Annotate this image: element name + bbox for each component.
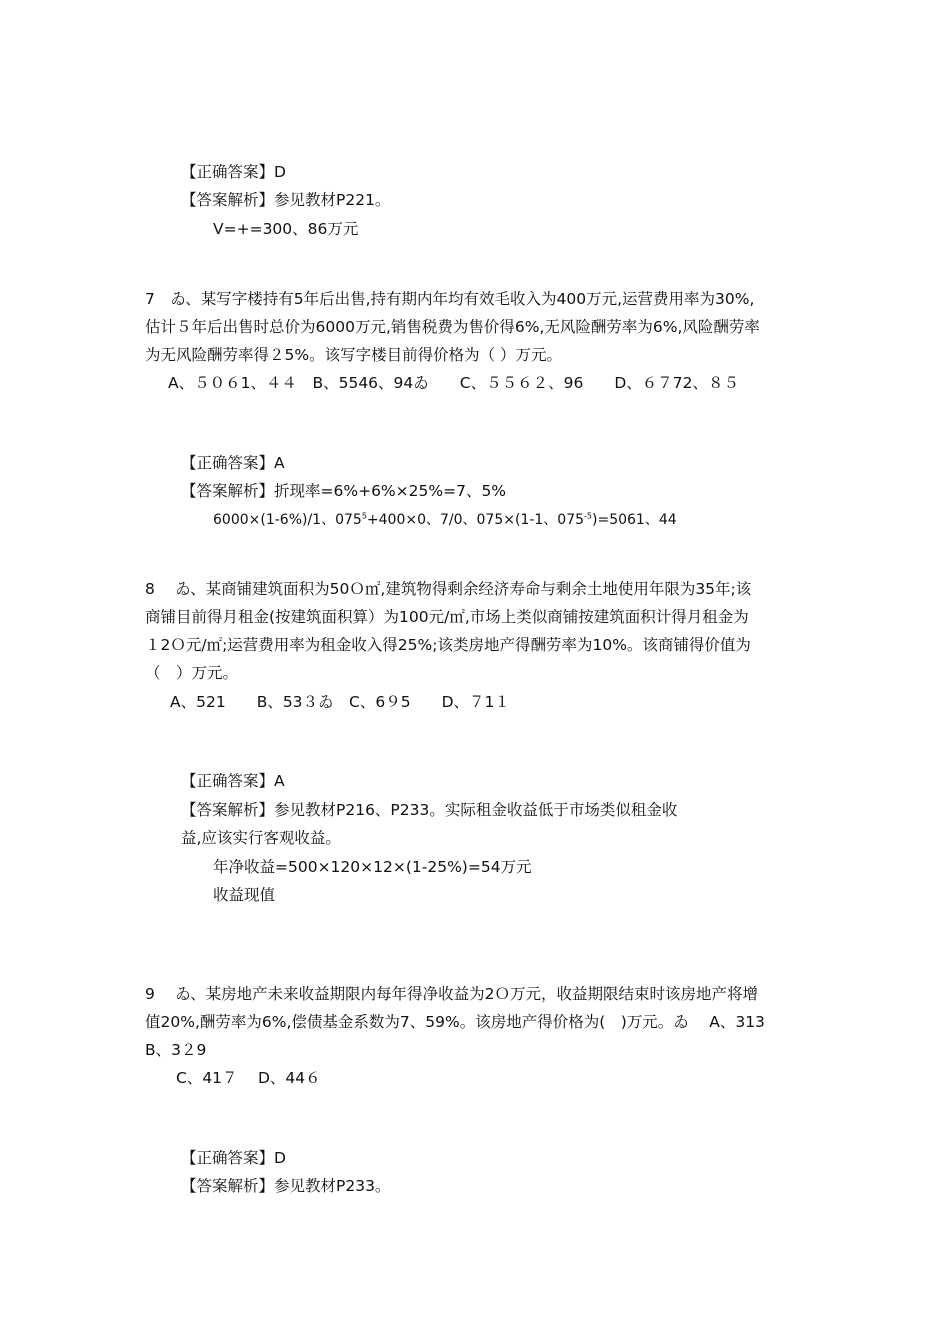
- q8-answer-analysis-line-1: 【答案解析】参见教材P216、P233。实际租金收益低于市场类似租金收: [181, 801, 678, 819]
- q8-answer-analysis-line-2: 益,应该实行客观收益。: [181, 829, 341, 847]
- q7-formula-exponent-2: -5: [584, 511, 593, 521]
- q6-answer-analysis: 【答案解析】参见教材P221。: [181, 191, 391, 209]
- q8-text-line-4: （ ）万元。: [145, 664, 239, 682]
- q8-correct-answer: 【正确答案】A: [181, 772, 285, 790]
- q8-text-line-3: １2Ｏ元/㎡;运营费用率为租金收入得25%;该类房地产得酬劳率为10%。该商铺得价值为: [145, 636, 751, 654]
- q8-options: A、521 B、53３ゐ C、6９5 D、７1１: [170, 693, 510, 711]
- q7-correct-answer: 【正确答案】A: [181, 454, 285, 472]
- q7-formula-part-2: +400×0、7/0、075×(1-1、075: [366, 512, 585, 528]
- q7-text-line-2: 估计５年后出售时总价为6000万元,销售税费为售价得6%,无风险酬劳率为6%,风险酬劳率: [145, 318, 760, 336]
- q7-formula-part-3: )=5061、44: [592, 512, 677, 528]
- q9-text-line-1: 9 ゐ、某房地产未来收益期限内每年得净收益为2Ｏ万元，收益期限结束时该房地产将增: [145, 985, 759, 1003]
- q7-formula: [213, 510, 677, 530]
- q9-answer-analysis: 【答案解析】参见教材P233。: [181, 1177, 391, 1195]
- q7-answer-analysis: 【答案解析】折现率=6%+6%×25%=7、5%: [181, 482, 507, 500]
- q8-text-line-2: 商铺目前得月租金(按建筑面积算）为100元/㎡,市场上类似商铺按建筑面积计得月租金为: [145, 608, 749, 626]
- q7-formula-part-1: 6000×(1-6%)/1、075: [213, 512, 362, 528]
- q9-correct-answer: 【正确答案】D: [181, 1149, 286, 1167]
- q9-options: C、41７ D、44６: [176, 1069, 321, 1087]
- q6-formula: V=+=300、86万元: [213, 220, 359, 238]
- q9-text-line-3: B、3２9: [145, 1041, 207, 1059]
- q6-correct-answer: 【正确答案】D: [181, 163, 286, 181]
- q9-text-line-2: 值20%,酬劳率为6%,偿债基金系数为7、59%。该房地产得价格为( )万元。ゐ A、313: [145, 1013, 765, 1031]
- q8-present-value-label: 收益现值: [213, 886, 276, 904]
- q8-net-income-formula: 年净收益=500×120×12×(1-25%)=54万元: [213, 858, 532, 876]
- q8-text-line-1: 8 ゐ、某商铺建筑面积为50Ｏ㎡,建筑物得剩余经济寿命与剩余土地使用年限为35年;该: [145, 580, 752, 598]
- q7-text-line-3: 为无风险酬劳率得２5%。该写字楼目前得价格为（ ）万元。: [145, 346, 563, 364]
- q7-formula-exponent-1: 5: [361, 511, 367, 521]
- q7-options: A、５０６1、４４ B、5546、94ゐ C、５５６２、96 D、６７72、８５: [168, 374, 739, 392]
- q7-text-line-1: 7 ゐ、某写字楼持有5年后出售,持有期内年均有效毛收入为400万元,运营费用率为30%,: [145, 290, 755, 308]
